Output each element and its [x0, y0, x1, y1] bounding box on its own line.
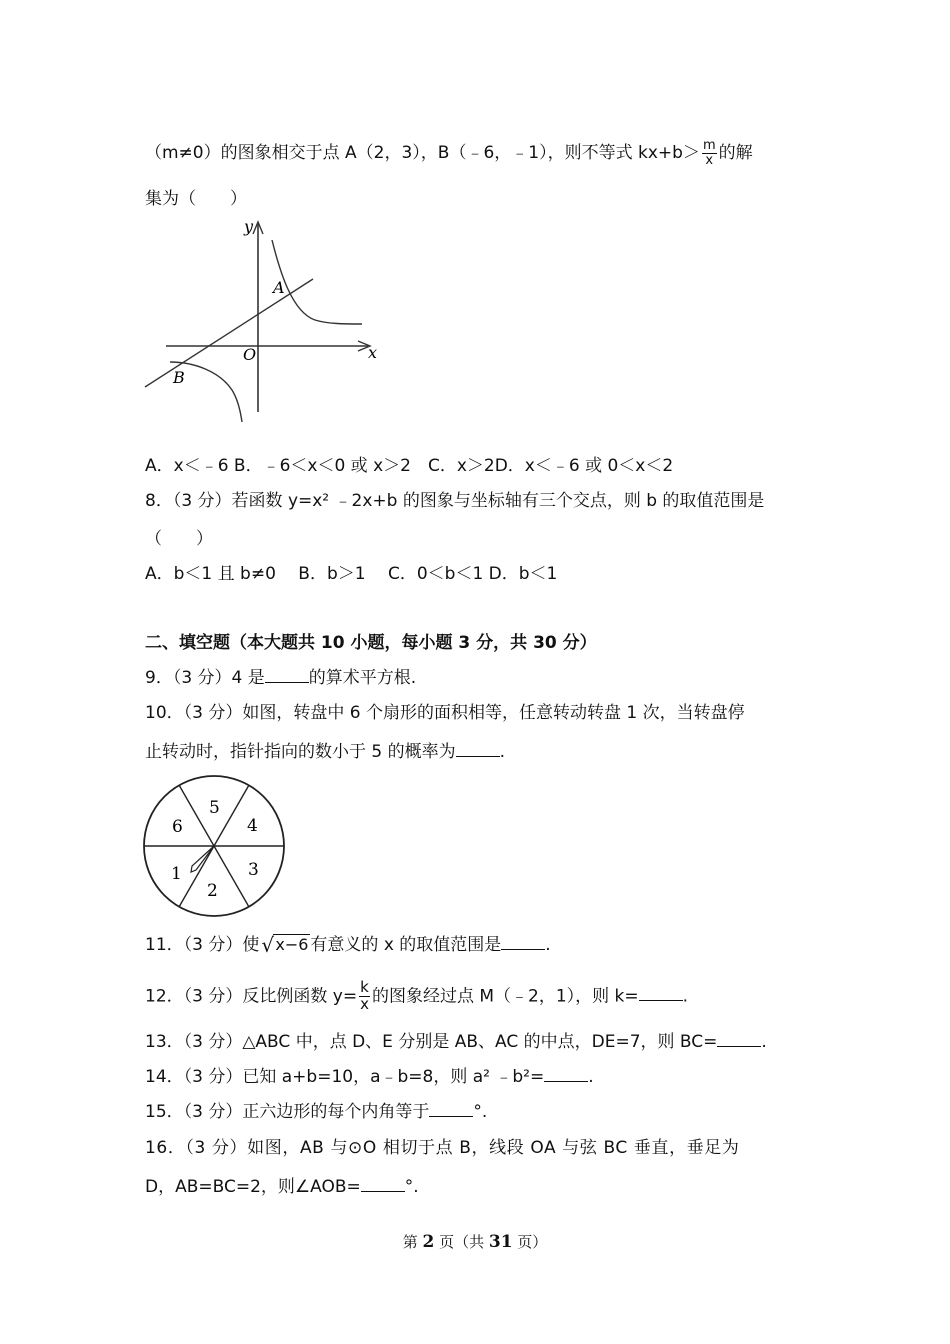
q14-text-end: .	[588, 1067, 594, 1087]
spinner-pointer	[191, 846, 214, 872]
q16-text: D，AB=BC=2，则∠AOB=	[145, 1177, 361, 1197]
sector-1: 1	[171, 864, 182, 884]
q8-line2: （ ）	[145, 529, 213, 549]
q12	[145, 980, 688, 1013]
answer-blank	[265, 681, 309, 683]
q7-frac-den: x	[705, 152, 714, 168]
q11-text-mid: 有意义的 x 的取值范围是	[310, 935, 502, 955]
q10-line1: 10．（3 分）如图，转盘中 6 个扇形的面积相等，任意转动转盘 1 次，当转盘停	[145, 703, 745, 723]
radicand: x−6	[275, 935, 309, 954]
q16-text-end: °.	[404, 1177, 419, 1197]
q7-options: A．x＜﹣6 B．﹣6＜x＜0 或 x＞2 C．x＞2D．x＜﹣6 或 0＜x＜2	[145, 456, 674, 476]
q12-text: 12．（3 分）反比例函数 y=	[145, 986, 358, 1007]
q15-text-end: °.	[473, 1102, 488, 1122]
q12-frac-num: k	[360, 978, 369, 996]
q10-text-end: .	[499, 742, 506, 762]
q15	[145, 1104, 487, 1121]
total-pages: 31	[488, 1232, 513, 1252]
answer-blank	[639, 999, 683, 1001]
footer-post: 页）	[512, 1233, 548, 1251]
hyperbola-branch-1	[272, 240, 362, 324]
sector-3: 3	[248, 860, 259, 880]
q16-line1: 16．（3 分）如图，AB 与⊙O 相切于点 B，线段 OA 与弦 BC 垂直，垂足为	[145, 1138, 740, 1158]
q7-fraction	[702, 139, 717, 167]
label-x: x	[368, 343, 378, 362]
q7-line2: 集为（ ）	[145, 189, 247, 209]
label-origin: O	[243, 345, 257, 364]
sector-2: 2	[207, 881, 218, 901]
q13-text-end: .	[761, 1032, 767, 1052]
q9-text-end: 的算术平方根.	[308, 668, 417, 688]
q13-text: 13．（3 分）△ABC 中，点 D、E 分别是 AB、AC 的中点，DE=7，则 BC=	[145, 1032, 718, 1052]
q11-text-end: .	[545, 935, 551, 955]
q12-frac-den: x	[360, 994, 369, 1013]
q13	[145, 1034, 767, 1051]
linear-function-line	[145, 279, 313, 387]
sector-5: 5	[209, 798, 220, 818]
q7-graph	[140, 212, 385, 424]
q7-text: （m≠0）的图象相交于点 A（2，3），B（﹣6，﹣1），则不等式 kx+b＞	[145, 143, 700, 164]
q12-fraction	[359, 980, 370, 1013]
q7-frac-num: m	[702, 138, 716, 153]
q7-text-end: 的解	[718, 143, 753, 164]
section-heading: 二、填空题（本大题共 10 小题，每小题 3 分，共 30 分）	[145, 633, 597, 653]
answer-blank	[544, 1080, 588, 1082]
q16-line2	[145, 1179, 419, 1196]
sector-4: 4	[247, 816, 258, 836]
answer-blank	[361, 1190, 405, 1192]
q12-text-end: .	[682, 986, 689, 1007]
label-point-a: A	[273, 278, 285, 297]
q11-text: 11．（3 分）使	[145, 935, 260, 955]
q10-line2	[145, 744, 505, 761]
q8-options: A．b＜1 且 b≠0 B．b＞1 C．0＜b＜1 D．b＜1	[145, 564, 558, 584]
q15-text: 15．（3 分）正六边形的每个内角等于	[145, 1102, 430, 1122]
sqrt-expression: √ x−6	[261, 933, 309, 957]
q10-text: 止转动时，指针指向的数小于 5 的概率为	[145, 742, 456, 762]
q12-text-mid: 的图象经过点 M（﹣2，1），则 k=	[371, 986, 639, 1007]
sector-6: 6	[172, 817, 183, 837]
footer-mid: 页（共	[434, 1233, 489, 1251]
label-y: y	[244, 217, 254, 236]
q14	[145, 1069, 594, 1086]
q9	[145, 670, 416, 687]
q7-line1	[145, 139, 753, 167]
answer-blank	[456, 755, 500, 757]
label-point-b: B	[173, 368, 185, 387]
q11	[145, 933, 551, 957]
answer-blank	[429, 1115, 473, 1117]
page-footer	[0, 1231, 950, 1252]
page-number: 2	[422, 1232, 435, 1252]
footer-pre: 第	[402, 1233, 423, 1251]
answer-blank	[717, 1045, 761, 1047]
q9-text: 9．（3 分）4 是	[145, 668, 265, 688]
q8-line1: 8．（3 分）若函数 y=x² ﹣2x+b 的图象与坐标轴有三个交点，则 b 的取值范围是	[145, 491, 765, 511]
spinner-figure	[142, 775, 288, 917]
answer-blank	[501, 948, 545, 950]
q14-text: 14．（3 分）已知 a+b=10，a﹣b=8，则 a² ﹣b²=	[145, 1067, 545, 1087]
